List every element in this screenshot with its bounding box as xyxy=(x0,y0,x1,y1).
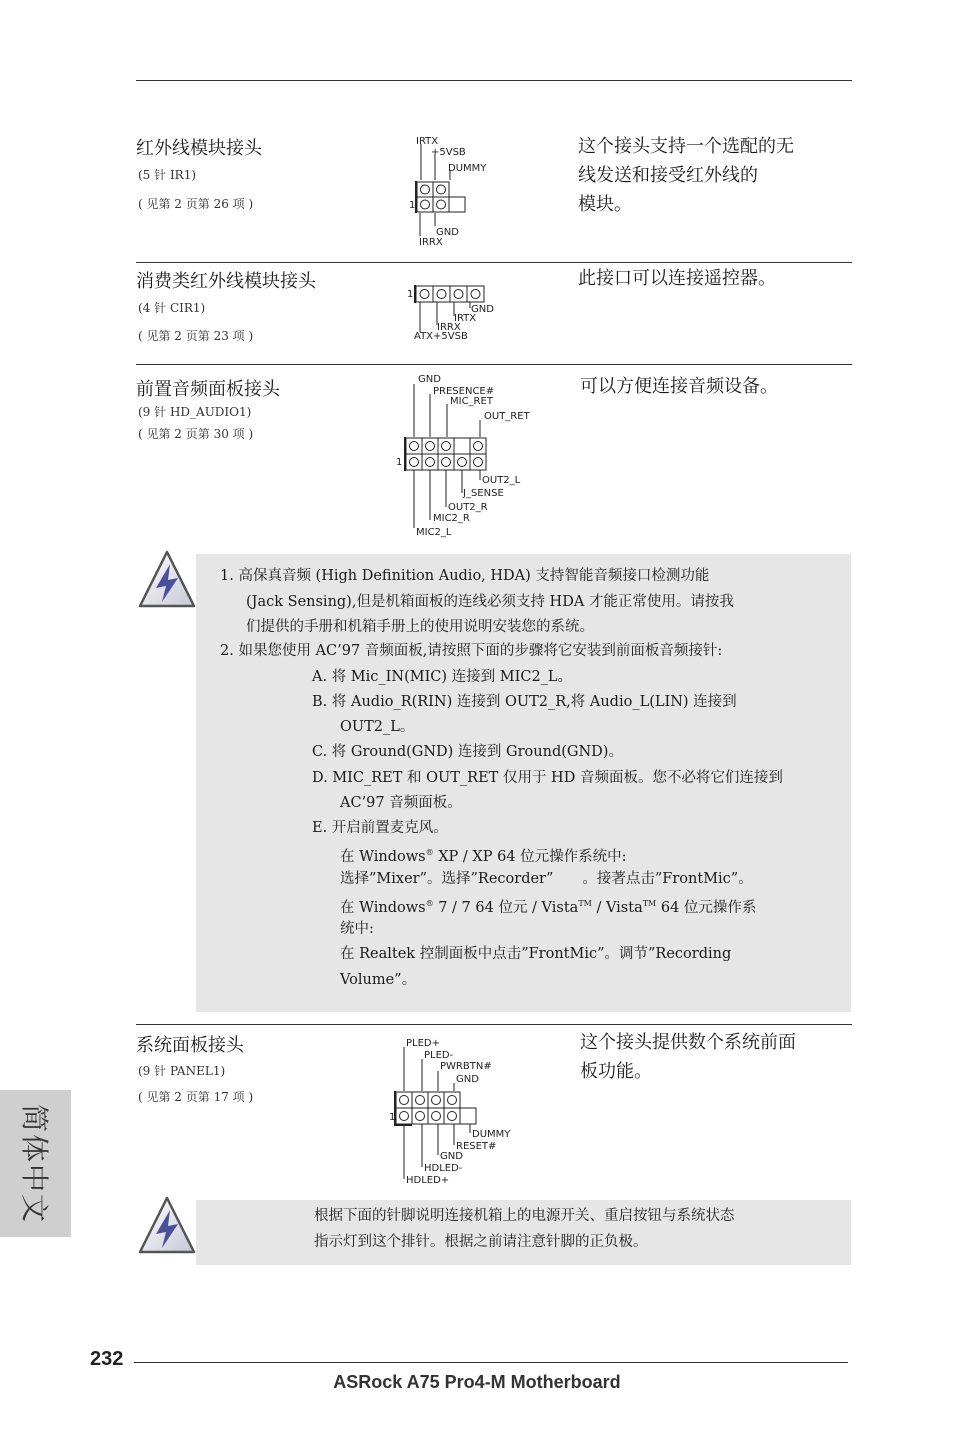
ir-pins: (5 针 IR1) xyxy=(138,168,197,182)
ir-label-irtx: IRTX xyxy=(416,136,439,147)
ir-desc-line: 线发送和接受红外线的 xyxy=(578,165,758,186)
panel-title: 系统面板接头 xyxy=(136,1035,244,1056)
ir-ref: ( 见第 2 页第 26 项 ) xyxy=(138,197,254,211)
panel-label-reset: RESET# xyxy=(456,1141,497,1152)
panel-label-pwrbtn: PWRBTN# xyxy=(440,1061,492,1072)
audio-label-presence: PRESENCE# xyxy=(433,386,495,397)
side-tab-label: 简体中文 xyxy=(17,1103,51,1224)
audio-label-out-ret: OUT_RET xyxy=(484,411,530,422)
ir-label-5vsb: +5VSB xyxy=(431,147,466,158)
panel-desc-line: 板功能。 xyxy=(580,1061,652,1082)
language-side-tab xyxy=(0,1090,71,1237)
audio-title: 前置音频面板接头 xyxy=(136,379,280,400)
note-line: C. 将 Ground(GND) 连接到 Ground(GND)。 xyxy=(312,744,623,760)
note-panel xyxy=(196,1200,851,1265)
panel-label-hdled-p: HDLED+ xyxy=(406,1175,450,1186)
note-line-win-7 xyxy=(340,895,756,917)
cir-label-gnd: GND xyxy=(471,304,494,315)
panel-ref: ( 见第 2 页第 17 项 ) xyxy=(138,1090,254,1104)
footer-rule xyxy=(134,1362,848,1363)
ir-desc-line: 模块。 xyxy=(578,194,632,215)
trademark-mark: TM xyxy=(642,899,657,908)
audio-label-mic2-r: MIC2_R xyxy=(433,513,470,524)
warning-icon xyxy=(136,548,198,610)
note-text: 7 / 7 64 位元 / Vista xyxy=(433,899,579,916)
note-line: 指示灯到这个排针。根据之前请注意针脚的正负极。 xyxy=(314,1234,648,1250)
panel-label-pled-m: PLED- xyxy=(424,1050,454,1061)
ir-label-1: 1 xyxy=(409,200,416,211)
note-text: / Vista xyxy=(591,899,643,916)
cir-desc-line: 此接口可以连接遥控器。 xyxy=(578,268,776,289)
note-line: D. MIC_RET 和 OUT_RET 仅用于 HD 音频面板。您不必将它们连接到 xyxy=(312,770,783,786)
audio-desc xyxy=(580,372,778,401)
footer-title: ASRock A75 Pro4-M Motherboard xyxy=(333,1372,621,1392)
panel-desc-line: 这个接头提供数个系统前面 xyxy=(580,1032,796,1053)
ir-label-irrx: IRRX xyxy=(419,237,443,248)
note-text: 64 位元操作系 xyxy=(656,899,757,916)
note-line: E. 开启前置麦克风。 xyxy=(312,820,448,836)
note-line: (Jack Sensing),但是机箱面板的连线必须支持 HDA 才能正常使用。请按我 xyxy=(246,594,734,610)
audio-label-mic2-l: MIC2_L xyxy=(416,527,452,538)
warning-icon xyxy=(136,1194,198,1256)
divider-2 xyxy=(136,364,852,365)
trademark-mark: TM xyxy=(578,899,592,908)
cir-label-atx: ATX+5VSB xyxy=(414,331,468,342)
note-line: 1. 高保真音频 (High Definition Audio, HDA) 支持智能音频接口检测功能 xyxy=(220,568,710,584)
note-line: 统中: xyxy=(340,921,374,937)
cir-label-irrx: IRRX xyxy=(437,322,461,333)
audio-label-j-sense: J_SENSE xyxy=(463,488,504,499)
panel-label-hdled-m: HDLED- xyxy=(424,1163,463,1174)
audio-label-out2-r: OUT2_R xyxy=(448,502,488,513)
note-text: 在 Windows xyxy=(340,899,426,916)
panel-connector-svg xyxy=(392,1045,492,1185)
note-text: 在 Windows xyxy=(340,848,426,865)
audio-ref: ( 见第 2 页第 30 项 ) xyxy=(138,427,254,441)
note-line: AC’97 音频面板。 xyxy=(340,795,462,811)
ir-label-gnd: GND xyxy=(436,227,459,238)
cir-title: 消费类红外线模块接头 xyxy=(136,271,316,292)
panel-label-1: 1 xyxy=(389,1112,396,1123)
top-rule xyxy=(136,80,852,81)
cir-label-irtx: IRTX xyxy=(454,313,477,324)
ir-title: 红外线模块接头 xyxy=(136,138,262,159)
note-line: 选择”Mixer”。选择”Recorder” 。接著点击”FrontMic”。 xyxy=(340,871,753,887)
note-line: Volume”。 xyxy=(340,972,417,988)
audio-label-mic-ret: MIC_RET xyxy=(450,396,493,407)
registered-mark: ® xyxy=(425,848,434,857)
registered-mark: ® xyxy=(425,899,434,908)
cir-connector-svg xyxy=(410,284,490,334)
ir-desc-line: 这个接头支持一个选配的无 xyxy=(578,136,794,157)
note-line: 们提供的手册和机箱手册上的使用说明安装您的系统。 xyxy=(246,619,594,635)
cir-pins: (4 针 CIR1) xyxy=(138,301,206,315)
note-line: OUT2_L。 xyxy=(340,719,415,735)
panel-desc xyxy=(580,1028,796,1086)
note-line: 2. 如果您使用 AC’97 音频面板,请按照下面的步骤将它安装到前面板音频接针: xyxy=(220,643,723,659)
panel-label-gnd-bot: GND xyxy=(440,1151,463,1162)
ir-label-dummy: DUMMY xyxy=(448,163,487,174)
audio-connector-svg xyxy=(400,380,500,530)
note-line: 在 Realtek 控制面板中点击”FrontMic”。调节”Recording xyxy=(340,946,732,962)
note-line: 根据下面的针脚说明连接机箱上的电源开关、重启按钮与系统状态 xyxy=(314,1208,735,1224)
audio-label-gnd: GND xyxy=(418,374,441,385)
page-number: 232 xyxy=(90,1348,124,1370)
ir-desc xyxy=(578,132,794,219)
cir-desc xyxy=(578,264,776,293)
panel-pins: (9 针 PANEL1) xyxy=(138,1064,226,1078)
divider-3 xyxy=(136,1024,852,1025)
note-line-win-xp xyxy=(340,844,627,866)
audio-pins: (9 针 HD_AUDIO1) xyxy=(138,405,252,419)
panel-label-dummy: DUMMY xyxy=(472,1129,511,1140)
audio-label-1: 1 xyxy=(396,457,403,468)
panel-label-pled-p: PLED+ xyxy=(406,1038,440,1049)
audio-desc-line: 可以方便连接音频设备。 xyxy=(580,376,778,397)
panel-label-gnd-top: GND xyxy=(456,1074,479,1085)
audio-label-out2-l: OUT2_L xyxy=(482,475,521,486)
note-line: A. 将 Mic_IN(MIC) 连接到 MIC2_L。 xyxy=(312,669,573,685)
cir-label-1: 1 xyxy=(407,289,414,300)
note-line: B. 将 Audio_R(RIN) 连接到 OUT2_R,将 Audio_L(LIN) 连接到 xyxy=(312,694,737,710)
note-hd-audio xyxy=(196,554,851,1012)
note-text: XP / XP 64 位元操作系统中: xyxy=(433,848,627,865)
divider-1 xyxy=(136,262,852,263)
cir-ref: ( 见第 2 页第 23 项 ) xyxy=(138,329,254,343)
ir-connector-svg xyxy=(405,140,485,240)
